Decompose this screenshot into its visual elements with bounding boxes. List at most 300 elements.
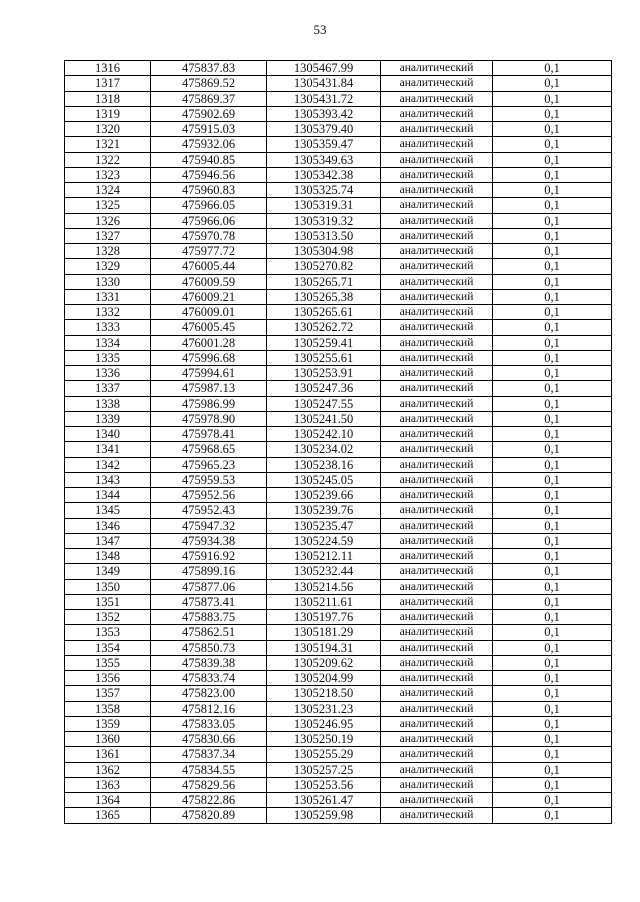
method-cell: аналитический	[381, 701, 493, 716]
point-number-cell: 1345	[65, 503, 151, 518]
method-cell: аналитический	[381, 381, 493, 396]
table-row	[65, 457, 612, 472]
method-cell: аналитический	[381, 76, 493, 91]
point-number-cell: 1341	[65, 442, 151, 457]
accuracy-cell: 0,1	[493, 762, 612, 777]
y-coordinate-cell: 1305253.56	[267, 777, 381, 792]
x-coordinate-cell: 475812.16	[151, 701, 267, 716]
table-row	[65, 549, 612, 564]
x-coordinate-cell: 475850.73	[151, 640, 267, 655]
y-coordinate-cell: 1305255.29	[267, 747, 381, 762]
y-coordinate-cell: 1305313.50	[267, 228, 381, 243]
point-number-cell: 1325	[65, 198, 151, 213]
x-coordinate-cell: 476005.44	[151, 259, 267, 274]
point-number-cell: 1361	[65, 747, 151, 762]
y-coordinate-cell: 1305349.63	[267, 152, 381, 167]
x-coordinate-cell: 475833.05	[151, 716, 267, 731]
table-row	[65, 427, 612, 442]
accuracy-cell: 0,1	[493, 167, 612, 182]
y-coordinate-cell: 1305239.66	[267, 488, 381, 503]
method-cell: аналитический	[381, 640, 493, 655]
y-coordinate-cell: 1305204.99	[267, 671, 381, 686]
accuracy-cell: 0,1	[493, 518, 612, 533]
x-coordinate-cell: 475977.72	[151, 244, 267, 259]
table-row	[65, 335, 612, 350]
point-number-cell: 1330	[65, 274, 151, 289]
y-coordinate-cell: 1305259.41	[267, 335, 381, 350]
point-number-cell: 1344	[65, 488, 151, 503]
point-number-cell: 1317	[65, 76, 151, 91]
method-cell: аналитический	[381, 488, 493, 503]
x-coordinate-cell: 475915.03	[151, 122, 267, 137]
method-cell: аналитический	[381, 137, 493, 152]
accuracy-cell: 0,1	[493, 427, 612, 442]
point-number-cell: 1342	[65, 457, 151, 472]
x-coordinate-cell: 475830.66	[151, 732, 267, 747]
y-coordinate-cell: 1305261.47	[267, 793, 381, 808]
accuracy-cell: 0,1	[493, 655, 612, 670]
y-coordinate-cell: 1305257.25	[267, 762, 381, 777]
point-number-cell: 1323	[65, 167, 151, 182]
coordinates-table	[64, 60, 612, 824]
accuracy-cell: 0,1	[493, 686, 612, 701]
x-coordinate-cell: 475829.56	[151, 777, 267, 792]
x-coordinate-cell: 475994.61	[151, 366, 267, 381]
y-coordinate-cell: 1305194.31	[267, 640, 381, 655]
coordinates-table-body	[65, 61, 612, 824]
y-coordinate-cell: 1305181.29	[267, 625, 381, 640]
method-cell: аналитический	[381, 762, 493, 777]
y-coordinate-cell: 1305242.10	[267, 427, 381, 442]
table-row	[65, 198, 612, 213]
method-cell: аналитический	[381, 122, 493, 137]
point-number-cell: 1363	[65, 777, 151, 792]
x-coordinate-cell: 475947.32	[151, 518, 267, 533]
method-cell: аналитический	[381, 152, 493, 167]
point-number-cell: 1348	[65, 549, 151, 564]
table-row	[65, 213, 612, 228]
point-number-cell: 1351	[65, 594, 151, 609]
accuracy-cell: 0,1	[493, 244, 612, 259]
x-coordinate-cell: 475932.06	[151, 137, 267, 152]
method-cell: аналитический	[381, 518, 493, 533]
x-coordinate-cell: 475873.41	[151, 594, 267, 609]
y-coordinate-cell: 1305265.71	[267, 274, 381, 289]
y-coordinate-cell: 1305319.31	[267, 198, 381, 213]
table-row	[65, 503, 612, 518]
y-coordinate-cell: 1305209.62	[267, 655, 381, 670]
method-cell: аналитический	[381, 259, 493, 274]
point-number-cell: 1321	[65, 137, 151, 152]
accuracy-cell: 0,1	[493, 228, 612, 243]
x-coordinate-cell: 475869.52	[151, 76, 267, 91]
x-coordinate-cell: 475899.16	[151, 564, 267, 579]
accuracy-cell: 0,1	[493, 381, 612, 396]
point-number-cell: 1353	[65, 625, 151, 640]
y-coordinate-cell: 1305247.55	[267, 396, 381, 411]
accuracy-cell: 0,1	[493, 213, 612, 228]
y-coordinate-cell: 1305212.11	[267, 549, 381, 564]
table-row	[65, 472, 612, 487]
point-number-cell: 1332	[65, 305, 151, 320]
method-cell: аналитический	[381, 594, 493, 609]
x-coordinate-cell: 475839.38	[151, 655, 267, 670]
method-cell: аналитический	[381, 655, 493, 670]
point-number-cell: 1329	[65, 259, 151, 274]
point-number-cell: 1326	[65, 213, 151, 228]
method-cell: аналитический	[381, 91, 493, 106]
method-cell: аналитический	[381, 198, 493, 213]
accuracy-cell: 0,1	[493, 152, 612, 167]
accuracy-cell: 0,1	[493, 274, 612, 289]
accuracy-cell: 0,1	[493, 76, 612, 91]
table-row	[65, 61, 612, 76]
point-number-cell: 1349	[65, 564, 151, 579]
method-cell: аналитический	[381, 716, 493, 731]
point-number-cell: 1324	[65, 183, 151, 198]
method-cell: аналитический	[381, 106, 493, 121]
table-row	[65, 640, 612, 655]
accuracy-cell: 0,1	[493, 259, 612, 274]
method-cell: аналитический	[381, 427, 493, 442]
point-number-cell: 1343	[65, 472, 151, 487]
point-number-cell: 1337	[65, 381, 151, 396]
accuracy-cell: 0,1	[493, 701, 612, 716]
y-coordinate-cell: 1305270.82	[267, 259, 381, 274]
x-coordinate-cell: 475823.00	[151, 686, 267, 701]
method-cell: аналитический	[381, 503, 493, 518]
accuracy-cell: 0,1	[493, 366, 612, 381]
accuracy-cell: 0,1	[493, 457, 612, 472]
accuracy-cell: 0,1	[493, 320, 612, 335]
y-coordinate-cell: 1305232.44	[267, 564, 381, 579]
method-cell: аналитический	[381, 61, 493, 76]
accuracy-cell: 0,1	[493, 579, 612, 594]
x-coordinate-cell: 476005.45	[151, 320, 267, 335]
table-row	[65, 747, 612, 762]
method-cell: аналитический	[381, 183, 493, 198]
table-row	[65, 564, 612, 579]
table-row	[65, 350, 612, 365]
point-number-cell: 1357	[65, 686, 151, 701]
method-cell: аналитический	[381, 777, 493, 792]
method-cell: аналитический	[381, 289, 493, 304]
accuracy-cell: 0,1	[493, 442, 612, 457]
x-coordinate-cell: 475877.06	[151, 579, 267, 594]
x-coordinate-cell: 475966.05	[151, 198, 267, 213]
point-number-cell: 1331	[65, 289, 151, 304]
y-coordinate-cell: 1305224.59	[267, 533, 381, 548]
y-coordinate-cell: 1305304.98	[267, 244, 381, 259]
x-coordinate-cell: 475833.74	[151, 671, 267, 686]
y-coordinate-cell: 1305218.50	[267, 686, 381, 701]
y-coordinate-cell: 1305238.16	[267, 457, 381, 472]
x-coordinate-cell: 475869.37	[151, 91, 267, 106]
table-row	[65, 381, 612, 396]
y-coordinate-cell: 1305342.38	[267, 167, 381, 182]
accuracy-cell: 0,1	[493, 716, 612, 731]
x-coordinate-cell: 476009.21	[151, 289, 267, 304]
table-row	[65, 152, 612, 167]
x-coordinate-cell: 475970.78	[151, 228, 267, 243]
point-number-cell: 1336	[65, 366, 151, 381]
table-row	[65, 244, 612, 259]
accuracy-cell: 0,1	[493, 747, 612, 762]
table-row	[65, 106, 612, 121]
y-coordinate-cell: 1305250.19	[267, 732, 381, 747]
method-cell: аналитический	[381, 274, 493, 289]
x-coordinate-cell: 475952.56	[151, 488, 267, 503]
table-row	[65, 793, 612, 808]
table-row	[65, 655, 612, 670]
accuracy-cell: 0,1	[493, 61, 612, 76]
accuracy-cell: 0,1	[493, 472, 612, 487]
x-coordinate-cell: 476001.28	[151, 335, 267, 350]
x-coordinate-cell: 476009.01	[151, 305, 267, 320]
x-coordinate-cell: 475952.43	[151, 503, 267, 518]
point-number-cell: 1347	[65, 533, 151, 548]
x-coordinate-cell: 475820.89	[151, 808, 267, 823]
point-number-cell: 1316	[65, 61, 151, 76]
table-row	[65, 808, 612, 823]
table-row	[65, 396, 612, 411]
method-cell: аналитический	[381, 579, 493, 594]
x-coordinate-cell: 475978.90	[151, 411, 267, 426]
method-cell: аналитический	[381, 167, 493, 182]
x-coordinate-cell: 475978.41	[151, 427, 267, 442]
y-coordinate-cell: 1305467.99	[267, 61, 381, 76]
method-cell: аналитический	[381, 411, 493, 426]
accuracy-cell: 0,1	[493, 793, 612, 808]
method-cell: аналитический	[381, 747, 493, 762]
table-row	[65, 732, 612, 747]
x-coordinate-cell: 475902.69	[151, 106, 267, 121]
point-number-cell: 1352	[65, 610, 151, 625]
accuracy-cell: 0,1	[493, 549, 612, 564]
point-number-cell: 1335	[65, 350, 151, 365]
point-number-cell: 1319	[65, 106, 151, 121]
x-coordinate-cell: 475822.86	[151, 793, 267, 808]
table-row	[65, 777, 612, 792]
table-row	[65, 518, 612, 533]
y-coordinate-cell: 1305234.02	[267, 442, 381, 457]
method-cell: аналитический	[381, 228, 493, 243]
y-coordinate-cell: 1305247.36	[267, 381, 381, 396]
table-row	[65, 274, 612, 289]
accuracy-cell: 0,1	[493, 137, 612, 152]
point-number-cell: 1346	[65, 518, 151, 533]
method-cell: аналитический	[381, 564, 493, 579]
y-coordinate-cell: 1305241.50	[267, 411, 381, 426]
y-coordinate-cell: 1305211.61	[267, 594, 381, 609]
method-cell: аналитический	[381, 793, 493, 808]
y-coordinate-cell: 1305246.95	[267, 716, 381, 731]
table-row	[65, 442, 612, 457]
method-cell: аналитический	[381, 442, 493, 457]
accuracy-cell: 0,1	[493, 625, 612, 640]
accuracy-cell: 0,1	[493, 305, 612, 320]
table-row	[65, 686, 612, 701]
y-coordinate-cell: 1305431.72	[267, 91, 381, 106]
method-cell: аналитический	[381, 549, 493, 564]
table-row	[65, 228, 612, 243]
table-row	[65, 701, 612, 716]
point-number-cell: 1318	[65, 91, 151, 106]
method-cell: аналитический	[381, 457, 493, 472]
x-coordinate-cell: 475965.23	[151, 457, 267, 472]
table-row	[65, 533, 612, 548]
method-cell: аналитический	[381, 671, 493, 686]
table-row	[65, 122, 612, 137]
method-cell: аналитический	[381, 808, 493, 823]
table-row	[65, 137, 612, 152]
x-coordinate-cell: 475959.53	[151, 472, 267, 487]
x-coordinate-cell: 475862.51	[151, 625, 267, 640]
y-coordinate-cell: 1305319.32	[267, 213, 381, 228]
y-coordinate-cell: 1305197.76	[267, 610, 381, 625]
y-coordinate-cell: 1305393.42	[267, 106, 381, 121]
table-row	[65, 76, 612, 91]
method-cell: аналитический	[381, 610, 493, 625]
x-coordinate-cell: 475986.99	[151, 396, 267, 411]
x-coordinate-cell: 475966.06	[151, 213, 267, 228]
x-coordinate-cell: 475987.13	[151, 381, 267, 396]
method-cell: аналитический	[381, 213, 493, 228]
method-cell: аналитический	[381, 305, 493, 320]
x-coordinate-cell: 475834.55	[151, 762, 267, 777]
point-number-cell: 1360	[65, 732, 151, 747]
x-coordinate-cell: 475960.83	[151, 183, 267, 198]
table-row	[65, 320, 612, 335]
table-row	[65, 488, 612, 503]
accuracy-cell: 0,1	[493, 106, 612, 121]
table-row	[65, 91, 612, 106]
method-cell: аналитический	[381, 320, 493, 335]
table-row	[65, 716, 612, 731]
accuracy-cell: 0,1	[493, 198, 612, 213]
accuracy-cell: 0,1	[493, 91, 612, 106]
x-coordinate-cell: 475996.68	[151, 350, 267, 365]
y-coordinate-cell: 1305265.38	[267, 289, 381, 304]
table-row	[65, 625, 612, 640]
x-coordinate-cell: 475837.34	[151, 747, 267, 762]
accuracy-cell: 0,1	[493, 122, 612, 137]
table-row	[65, 579, 612, 594]
accuracy-cell: 0,1	[493, 594, 612, 609]
x-coordinate-cell: 475940.85	[151, 152, 267, 167]
point-number-cell: 1333	[65, 320, 151, 335]
y-coordinate-cell: 1305245.05	[267, 472, 381, 487]
accuracy-cell: 0,1	[493, 732, 612, 747]
method-cell: аналитический	[381, 686, 493, 701]
table-row	[65, 305, 612, 320]
point-number-cell: 1365	[65, 808, 151, 823]
point-number-cell: 1356	[65, 671, 151, 686]
page-number: 53	[313, 22, 327, 37]
accuracy-cell: 0,1	[493, 808, 612, 823]
y-coordinate-cell: 1305214.56	[267, 579, 381, 594]
point-number-cell: 1355	[65, 655, 151, 670]
table-row	[65, 762, 612, 777]
point-number-cell: 1354	[65, 640, 151, 655]
accuracy-cell: 0,1	[493, 289, 612, 304]
x-coordinate-cell: 475934.38	[151, 533, 267, 548]
x-coordinate-cell: 475916.92	[151, 549, 267, 564]
table-row	[65, 610, 612, 625]
method-cell: аналитический	[381, 533, 493, 548]
y-coordinate-cell: 1305231.23	[267, 701, 381, 716]
x-coordinate-cell: 475946.56	[151, 167, 267, 182]
x-coordinate-cell: 475837.83	[151, 61, 267, 76]
point-number-cell: 1358	[65, 701, 151, 716]
method-cell: аналитический	[381, 625, 493, 640]
y-coordinate-cell: 1305255.61	[267, 350, 381, 365]
y-coordinate-cell: 1305235.47	[267, 518, 381, 533]
point-number-cell: 1338	[65, 396, 151, 411]
table-row	[65, 671, 612, 686]
method-cell: аналитический	[381, 472, 493, 487]
point-number-cell: 1340	[65, 427, 151, 442]
table-row	[65, 183, 612, 198]
accuracy-cell: 0,1	[493, 183, 612, 198]
accuracy-cell: 0,1	[493, 350, 612, 365]
accuracy-cell: 0,1	[493, 610, 612, 625]
x-coordinate-cell: 476009.59	[151, 274, 267, 289]
y-coordinate-cell: 1305239.76	[267, 503, 381, 518]
table-row	[65, 259, 612, 274]
y-coordinate-cell: 1305431.84	[267, 76, 381, 91]
point-number-cell: 1339	[65, 411, 151, 426]
y-coordinate-cell: 1305359.47	[267, 137, 381, 152]
accuracy-cell: 0,1	[493, 335, 612, 350]
point-number-cell: 1364	[65, 793, 151, 808]
accuracy-cell: 0,1	[493, 564, 612, 579]
x-coordinate-cell: 475883.75	[151, 610, 267, 625]
y-coordinate-cell: 1305265.61	[267, 305, 381, 320]
table-row	[65, 289, 612, 304]
point-number-cell: 1320	[65, 122, 151, 137]
method-cell: аналитический	[381, 335, 493, 350]
point-number-cell: 1334	[65, 335, 151, 350]
method-cell: аналитический	[381, 366, 493, 381]
method-cell: аналитический	[381, 350, 493, 365]
point-number-cell: 1328	[65, 244, 151, 259]
accuracy-cell: 0,1	[493, 488, 612, 503]
y-coordinate-cell: 1305325.74	[267, 183, 381, 198]
accuracy-cell: 0,1	[493, 533, 612, 548]
x-coordinate-cell: 475968.65	[151, 442, 267, 457]
table-row	[65, 594, 612, 609]
y-coordinate-cell: 1305253.91	[267, 366, 381, 381]
y-coordinate-cell: 1305379.40	[267, 122, 381, 137]
table-row	[65, 366, 612, 381]
accuracy-cell: 0,1	[493, 411, 612, 426]
point-number-cell: 1359	[65, 716, 151, 731]
table-row	[65, 167, 612, 182]
method-cell: аналитический	[381, 396, 493, 411]
accuracy-cell: 0,1	[493, 396, 612, 411]
table-row	[65, 411, 612, 426]
point-number-cell: 1350	[65, 579, 151, 594]
point-number-cell: 1362	[65, 762, 151, 777]
method-cell: аналитический	[381, 244, 493, 259]
accuracy-cell: 0,1	[493, 503, 612, 518]
accuracy-cell: 0,1	[493, 777, 612, 792]
accuracy-cell: 0,1	[493, 671, 612, 686]
point-number-cell: 1322	[65, 152, 151, 167]
method-cell: аналитический	[381, 732, 493, 747]
accuracy-cell: 0,1	[493, 640, 612, 655]
